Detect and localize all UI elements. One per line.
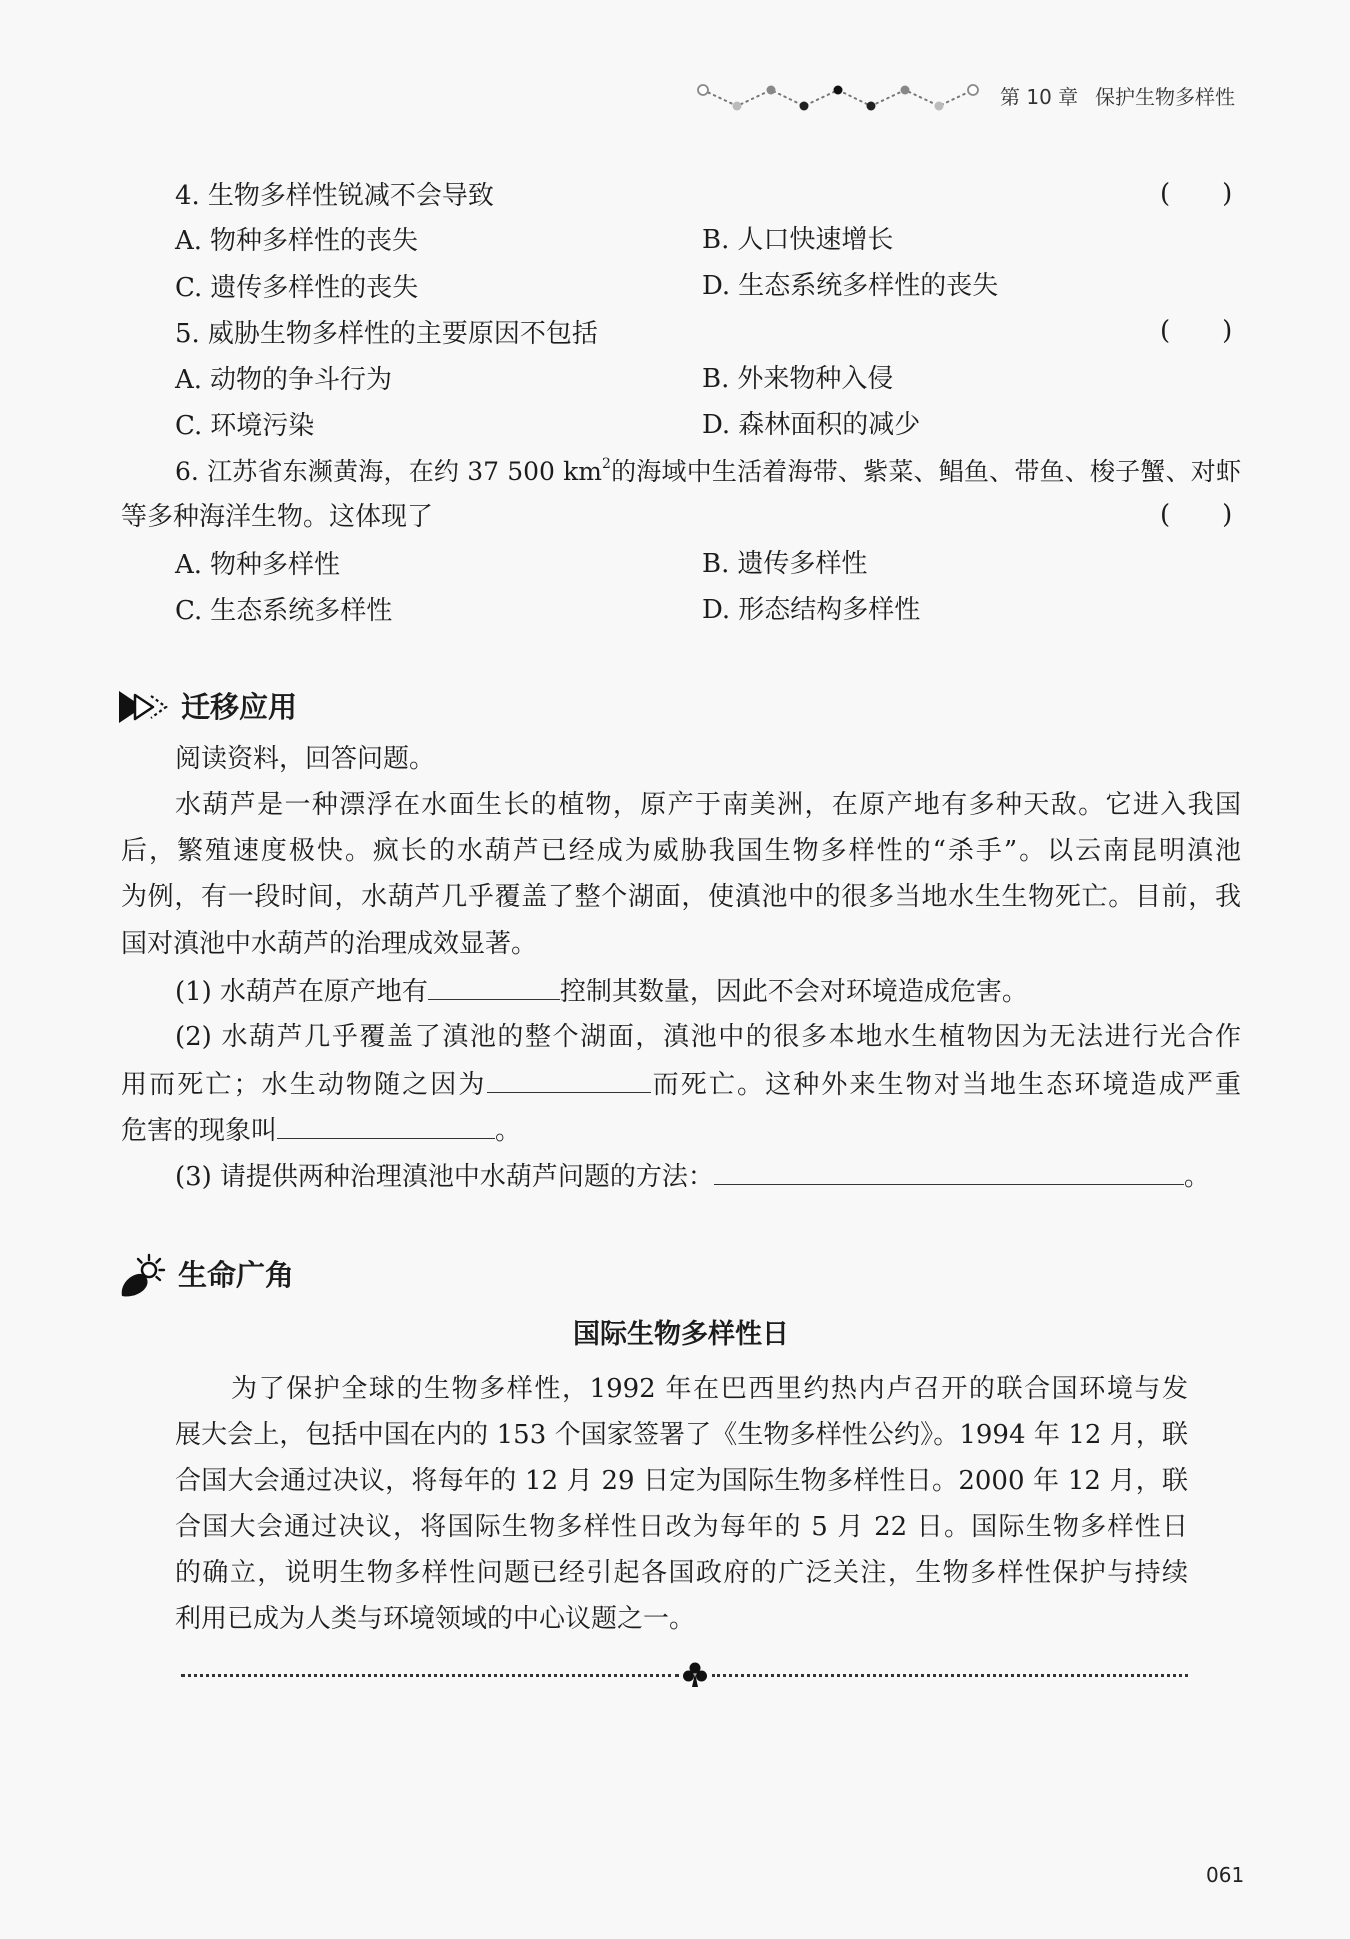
dotted-separator-left: [181, 1674, 679, 1677]
option-text: 物种多样性: [210, 550, 341, 580]
article-line: 合国大会通过决议，将国际生物多样性日改为每年的 5 月 22 日。国际生物多样性日: [175, 1512, 1188, 1542]
article-title: 国际生物多样性日: [573, 1319, 789, 1350]
article-line: 的确立，说明生物多样性问题已经引起各国政府的广泛关注，生物多样性保护与持续: [175, 1558, 1188, 1588]
option-d: [702, 592, 920, 628]
sub-question-label: (2): [175, 1022, 212, 1052]
section-heading-life: 生命广角: [178, 1258, 295, 1292]
option-letter: D.: [702, 271, 731, 301]
answer-bracket: ( ): [1160, 500, 1233, 530]
sub-question-text: 。: [1183, 1162, 1210, 1192]
section-heading-transfer: 迁移应用: [181, 690, 298, 724]
answer-blank: [277, 1112, 495, 1139]
option-letter: D.: [702, 595, 731, 625]
sub-question-label: (1): [175, 977, 212, 1007]
sub-question-3: [175, 1158, 1210, 1194]
sub-question-text: 水葫芦几乎覆盖了滇池的整个湖面，滇池中的很多本地水生植物因为无法进行光合作: [219, 1022, 1241, 1052]
option-letter: A.: [175, 226, 203, 256]
sub-question-2-line2: [121, 1066, 1241, 1102]
article-line: 展大会上，包括中国在内的 153 个国家签署了《生物多样性公约》。1994 年 12 月，联: [175, 1420, 1188, 1450]
reading-instruction: 阅读资料，回答问题。: [175, 744, 436, 774]
option-d: [702, 268, 998, 304]
article-line: 为了保护全球的生物多样性，1992 年在巴西里约热内卢召开的联合国环境与发: [231, 1374, 1188, 1404]
option-letter: B.: [702, 549, 730, 579]
option-c: [175, 270, 418, 306]
sub-question-text: 水葫芦在原产地有: [219, 977, 428, 1007]
sub-question-text: 用而死亡；水生动物随之因为: [121, 1070, 487, 1100]
question-number: 5.: [175, 319, 200, 349]
sub-question-label: (3): [175, 1162, 212, 1192]
question-stem-part: 的海域中生活着海带、紫菜、鲳鱼、带鱼、梭子蟹、对虾: [610, 457, 1241, 486]
answer-bracket: ( ): [1160, 179, 1233, 209]
option-d: [702, 407, 920, 443]
option-text: 遗传多样性: [737, 549, 868, 579]
option-b: [702, 361, 893, 397]
question-number: 6.: [175, 457, 199, 486]
question-stem-part: 江苏省东濒黄海，在约 37 500 km: [206, 457, 602, 486]
option-b: [702, 546, 867, 582]
sub-question-2-line3: [121, 1112, 521, 1148]
question-number: 4.: [175, 181, 200, 211]
sub-question-1: [175, 973, 1028, 1009]
option-text: 动物的争斗行为: [210, 365, 393, 395]
option-a: [175, 547, 340, 583]
answer-blank: [428, 973, 560, 1000]
double-arrow-icon: [119, 689, 171, 725]
passage-line: 国对滇池中水葫芦的治理成效显著。: [121, 929, 538, 959]
question-stem: 威胁生物多样性的主要原因不包括: [207, 319, 598, 349]
option-text: 外来物种入侵: [737, 364, 894, 394]
header-chapter-title: 保护生物多样性: [1095, 85, 1235, 109]
option-letter: D.: [702, 410, 731, 440]
answer-blank: [487, 1066, 651, 1093]
passage-line: 水葫芦是一种漂浮在水面生长的植物，原产于南美洲，在原产地有多种天敌。它进入我国: [175, 790, 1241, 820]
sub-question-text: 而死亡。这种外来生物对当地生态环境造成严重: [650, 1070, 1241, 1100]
option-letter: A.: [175, 550, 203, 580]
option-a: [175, 362, 392, 398]
question-5-stem: [175, 316, 598, 352]
option-text: 森林面积的减少: [738, 410, 921, 440]
passage-line: 后，繁殖速度极快。疯长的水葫芦已经成为威胁我国生物多样性的“杀手”。以云南昆明滇池: [121, 836, 1241, 866]
option-text: 形态结构多样性: [738, 595, 921, 625]
option-text: 生态系统多样性: [210, 596, 393, 626]
option-text: 生态系统多样性的丧失: [738, 271, 999, 301]
option-letter: C.: [175, 273, 203, 303]
answer-bracket: ( ): [1160, 316, 1233, 346]
sub-question-text: 危害的现象叫: [121, 1116, 278, 1146]
sub-question-text: 控制其数量，因此不会对环境造成危害。: [559, 977, 1028, 1007]
header-chapter: 第 10 章: [1000, 85, 1079, 109]
option-a: [175, 223, 418, 259]
sub-question-text: 。: [495, 1116, 522, 1146]
question-6-stem-line1: [175, 454, 1241, 490]
superscript: 2: [601, 456, 611, 472]
idea-hand-icon: [119, 1252, 167, 1298]
option-text: 环境污染: [210, 411, 315, 441]
option-text: 人口快速增长: [737, 225, 894, 255]
dotted-separator-right: [712, 1674, 1188, 1677]
option-letter: C.: [175, 596, 203, 626]
option-letter: A.: [175, 365, 203, 395]
passage-line: 为例，有一段时间，水葫芦几乎覆盖了整个湖面，使滇池中的很多当地水生生物死亡。目前，我: [121, 882, 1241, 912]
header-zigzag-icon: [695, 80, 985, 116]
clover-icon: [682, 1661, 708, 1689]
article-line: 合国大会通过决议，将每年的 12 月 29 日定为国际生物多样性日。2000 年 12 月，联: [175, 1466, 1188, 1496]
question-stem: 生物多样性锐减不会导致: [207, 181, 494, 211]
option-c: [175, 593, 392, 629]
question-4-stem: [175, 178, 494, 214]
option-letter: B.: [702, 225, 730, 255]
answer-blank: [714, 1158, 1184, 1185]
option-letter: C.: [175, 411, 203, 441]
option-b: [702, 222, 893, 258]
option-c: [175, 408, 314, 444]
page-number: 061: [1206, 1863, 1245, 1887]
sub-question-2-line1: [175, 1019, 1241, 1055]
sub-question-text: 请提供两种治理滇池中水葫芦问题的方法：: [219, 1162, 714, 1192]
option-text: 物种多样性的丧失: [210, 226, 419, 256]
article-line: 利用已成为人类与环境领域的中心议题之一。: [175, 1604, 696, 1634]
question-6-stem-line2: 等多种海洋生物。这体现了: [121, 502, 434, 532]
option-text: 遗传多样性的丧失: [210, 273, 419, 303]
option-letter: B.: [702, 364, 730, 394]
